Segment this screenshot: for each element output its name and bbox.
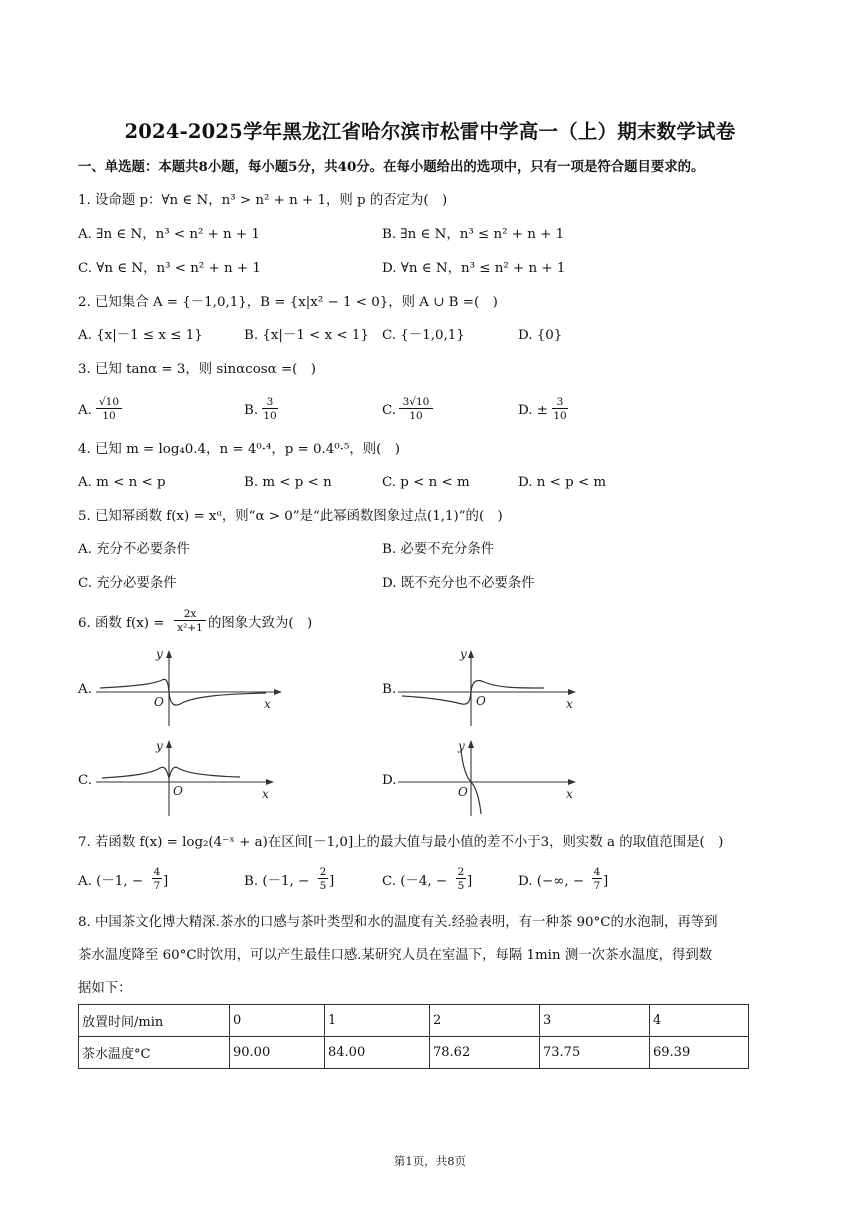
- table-cell: 90.00: [230, 1037, 325, 1069]
- question-5-option-b: B. 必要不充分条件: [382, 542, 495, 557]
- option-letter: B.: [244, 403, 259, 418]
- question-1-option-d: D. ∀n ∈ N，n³ ≤ n² + n + 1: [382, 261, 566, 276]
- question-6-option-d-graph: [398, 738, 588, 818]
- question-6-option-c-graph: [96, 738, 286, 818]
- question-1-option-b: B. ∃n ∈ N，n³ ≤ n² + n + 1: [382, 227, 565, 242]
- fraction-denominator: 7: [153, 880, 161, 892]
- page-title: 2024-2025学年黑龙江省哈尔滨市松雷中学高一（上）期末数学试卷: [124, 120, 736, 143]
- question-4-option-a: A. m < n < p: [78, 475, 166, 490]
- question-1-option-c: C. ∀n ∈ N，n³ < n² + n + 1: [78, 261, 261, 276]
- fraction-numerator: 2x: [174, 608, 206, 621]
- tea-temperature-table: [78, 1004, 749, 1069]
- option-text: D. (−∞, −: [518, 874, 585, 889]
- fraction-numerator: 2: [319, 866, 327, 878]
- option-text: B. (－1, −: [244, 874, 310, 889]
- table-row: [79, 1005, 749, 1037]
- option-close: ]: [329, 874, 335, 889]
- origin-label: O: [173, 784, 183, 798]
- question-8-line-2: 茶水温度降至 60°C时饮用，可以产生最佳口感.某研究人员在室温下，每隔 1min 测一次茶水温度，得到数: [78, 948, 713, 963]
- x-axis-label: x: [566, 697, 573, 711]
- table-cell: 放置时间/min: [79, 1005, 230, 1037]
- question-2-stem: 2. 已知集合 A = {－1,0,1}，B = {x|x² − 1 < 0}，则 A ∪ B =( ): [78, 295, 498, 310]
- y-axis-label: y: [458, 739, 465, 753]
- page-footer: 第1页，共8页: [393, 1154, 467, 1168]
- fraction-numerator: 3: [262, 396, 278, 409]
- question-6-option-b-label: B.: [382, 682, 397, 697]
- question-5-option-d: D. 既不充分也不必要条件: [382, 576, 535, 591]
- question-4-option-b: B. m < p < n: [244, 475, 332, 490]
- section-heading: 一、单选题：本题共8小题，每小题5分，共40分。在每小题给出的选项中，只有一项是符合题目要求的。: [78, 159, 705, 175]
- question-5-option-a: A. 充分不必要条件: [78, 542, 190, 557]
- fraction-numerator: 2: [457, 866, 465, 878]
- fraction-denominator: 10: [553, 410, 567, 422]
- y-axis-label: y: [156, 647, 163, 661]
- x-axis-label: x: [262, 787, 269, 801]
- fraction-denominator: 7: [593, 880, 601, 892]
- question-6-option-c-label: C.: [78, 773, 93, 788]
- question-4-stem: 4. 已知 m = log₄0.4，n = 4⁰·⁴，p = 0.4⁰·⁵，则( ): [78, 442, 400, 457]
- question-8-line-1: 8. 中国茶文化博大精深.茶水的口感与茶叶类型和水的温度有关.经验表明，有一种茶 90°C的水泡制，再等到: [78, 915, 718, 930]
- table-cell: 84.00: [325, 1037, 430, 1069]
- table-row: [79, 1037, 749, 1069]
- fraction-numerator: 3: [552, 396, 568, 409]
- question-1-stem: 1. 设命题 p：∀n ∈ N，n³ > n² + n + 1，则 p 的否定为( ): [78, 193, 448, 208]
- fraction-denominator: 10: [409, 410, 423, 422]
- option-text: A. (－1, −: [78, 874, 144, 889]
- fraction-numerator: 4: [153, 866, 161, 878]
- fraction-denominator: 10: [263, 410, 277, 422]
- fraction-numerator: √10: [96, 396, 122, 409]
- fraction-denominator: 5: [457, 880, 465, 892]
- question-8-line-3: 据如下：: [78, 981, 132, 996]
- question-6-option-d-label: D.: [382, 773, 397, 788]
- table-cell: 4: [650, 1005, 749, 1037]
- question-2-option-d: D. {0}: [518, 328, 563, 343]
- origin-label: O: [154, 695, 164, 709]
- origin-label: O: [476, 694, 486, 708]
- option-letter: D. ±: [518, 403, 548, 418]
- fraction-denominator: 10: [102, 410, 116, 422]
- question-5-stem: 5. 已知幂函数 f(x) = xᵅ，则“α > 0”是“此幂函数图象过点(1,1)”的( ): [78, 509, 503, 524]
- fraction-denominator: x²+1: [177, 622, 203, 634]
- y-axis-label: y: [460, 647, 467, 661]
- question-4-option-d: D. n < p < m: [518, 475, 607, 490]
- y-axis-label: y: [156, 739, 163, 753]
- question-2-option-b: B. {x|－1 < x < 1}: [244, 328, 369, 343]
- option-text: C. (－4, −: [382, 874, 448, 889]
- table-cell: 2: [430, 1005, 540, 1037]
- table-cell: 3: [540, 1005, 650, 1037]
- table-cell: 茶水温度°C: [79, 1037, 230, 1069]
- question-5-option-c: C. 充分必要条件: [78, 576, 177, 591]
- question-6-option-b-graph: [398, 648, 588, 728]
- question-2-option-a: A. {x|－1 ≤ x ≤ 1}: [78, 328, 203, 343]
- origin-label: O: [458, 785, 468, 799]
- question-6-option-a-label: A.: [78, 682, 92, 697]
- question-6-option-a-graph: [96, 648, 286, 728]
- fraction-numerator: 4: [593, 866, 601, 878]
- option-close: ]: [163, 874, 169, 889]
- fraction-denominator: 5: [319, 880, 327, 892]
- table-cell: 73.75: [540, 1037, 650, 1069]
- stem-suffix: 的图象大致为( ): [208, 616, 313, 631]
- option-close: ]: [467, 874, 473, 889]
- table-cell: 69.39: [650, 1037, 749, 1069]
- question-7-stem: 7. 若函数 f(x) = log₂(4⁻ˣ + a)在区间[－1,0]上的最大值与最小值的差不小于3，则实数 a 的取值范围是( ): [78, 835, 724, 850]
- stem-prefix: 6. 函数 f(x) =: [78, 616, 165, 631]
- question-2-option-c: C. {－1,0,1}: [382, 328, 465, 343]
- question-1-option-a: A. ∃n ∈ N，n³ < n² + n + 1: [78, 227, 260, 242]
- fraction-numerator: 3√10: [399, 396, 433, 409]
- option-letter: C.: [382, 403, 397, 418]
- table-cell: 0: [230, 1005, 325, 1037]
- question-4-option-c: C. p < n < m: [382, 475, 470, 490]
- option-close: ]: [603, 874, 609, 889]
- x-axis-label: x: [566, 787, 573, 801]
- table-cell: 1: [325, 1005, 430, 1037]
- question-3-stem: 3. 已知 tanα = 3，则 sinαcosα =( ): [78, 362, 317, 377]
- table-cell: 78.62: [430, 1037, 540, 1069]
- option-letter: A.: [78, 403, 92, 418]
- x-axis-label: x: [264, 697, 271, 711]
